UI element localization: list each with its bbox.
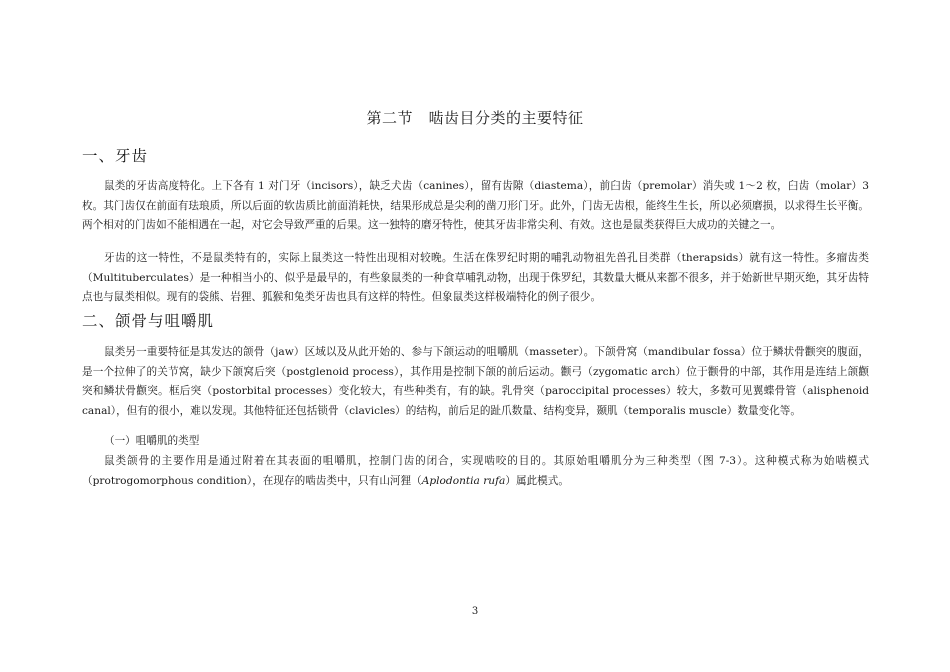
paragraph-teeth-1: 鼠类的牙齿高度特化。上下各有 1 对门牙（incisors），缺乏犬齿（canines），留有齿隙（diastema），前臼齿（premolar）消失或 1～2 枚，臼齿（molar）3 枚。其门齿仅在前面有珐琅质，所以后面的软齿质比前面消耗快，结果形成总是尖利的凿刀形门牙。此外，门齿无齿根，能终生生长，所以必须磨损，以求得生长平衡。两个相对的门齿如不能相遇在一起，对它会导致严重的后果。这一独特的磨牙特性，使其牙齿非常尖利、有效。这也是鼠类获得巨大成功的关键之一。 bbox=[82, 180, 869, 231]
section-title: 第二节 啮齿目分类的主要特征 bbox=[366, 109, 584, 127]
paragraph-masseter-text-1: 鼠类颌骨的主要作用是通过附着在其表面的咀嚼肌，控制门齿的闭合，实现啮咬的目的。其原始咀嚼肌分为三种类型（图 7-3）。这种模式称为始啮模式（protrogomorphous condition），在现存的啮齿类中，只有山河狸（ bbox=[82, 455, 869, 487]
page-number: 3 bbox=[471, 606, 479, 617]
heading-teeth: 一、牙齿 bbox=[82, 147, 149, 165]
paragraph-masseter bbox=[82, 452, 869, 491]
paragraph-teeth-2: 牙齿的这一特性，不是鼠类特有的，实际上鼠类这一特性出现相对较晚。生活在侏罗纪时期的哺乳动物祖先兽孔目类群（therapsids）就有这一特性。多瘤齿类（Multituberculates）是一种相当小的、似乎是最早的，有些象鼠类的一种食草哺乳动物，出现于侏罗纪，其数量大概从来都不很多，并于始新世早期灭绝，其牙齿特点也与鼠类相似。现有的袋熊、岩狸、狐猴和兔类牙齿也具有这样的特性。但象鼠类这样极端特化的例子很少。 bbox=[82, 252, 869, 303]
species-name: Aplodontia rufa bbox=[421, 474, 506, 487]
paragraph-masseter-text-2: ）属此模式。 bbox=[505, 474, 569, 487]
paragraph-jaw: 鼠类另一重要特征是其发达的颌骨（jaw）区域以及从此开始的、参与下颌运动的咀嚼肌（masseter）。下颌骨窝（mandibular fossa）位于鳞状骨颧突的腹面，是一个拉伸了的关节窝，缺少下颌窝后突（postglenoid process），其作用是控制下颌的前后运动。颧弓（zygomatic arch）位于颧骨的中部，其作用是连结上颌颧突和鳞状骨颧突。框后突（postorbital processes）变化较大，有些种类有，有的缺。乳骨突（paroccipital processes）较大，多数可见翼蝶骨管（alisphenoid canal），但有的很小，难以发现。其他特征还包括锁骨（clavicles）的结构，前后足的趾爪数量、结构变异，颞肌（temporalis muscle）数量变化等。 bbox=[82, 346, 869, 417]
heading-jaw-masticatory: 二、颌骨与咀嚼肌 bbox=[82, 312, 215, 330]
subheading-masseter-types: （一）咀嚼肌的类型 bbox=[104, 435, 200, 447]
